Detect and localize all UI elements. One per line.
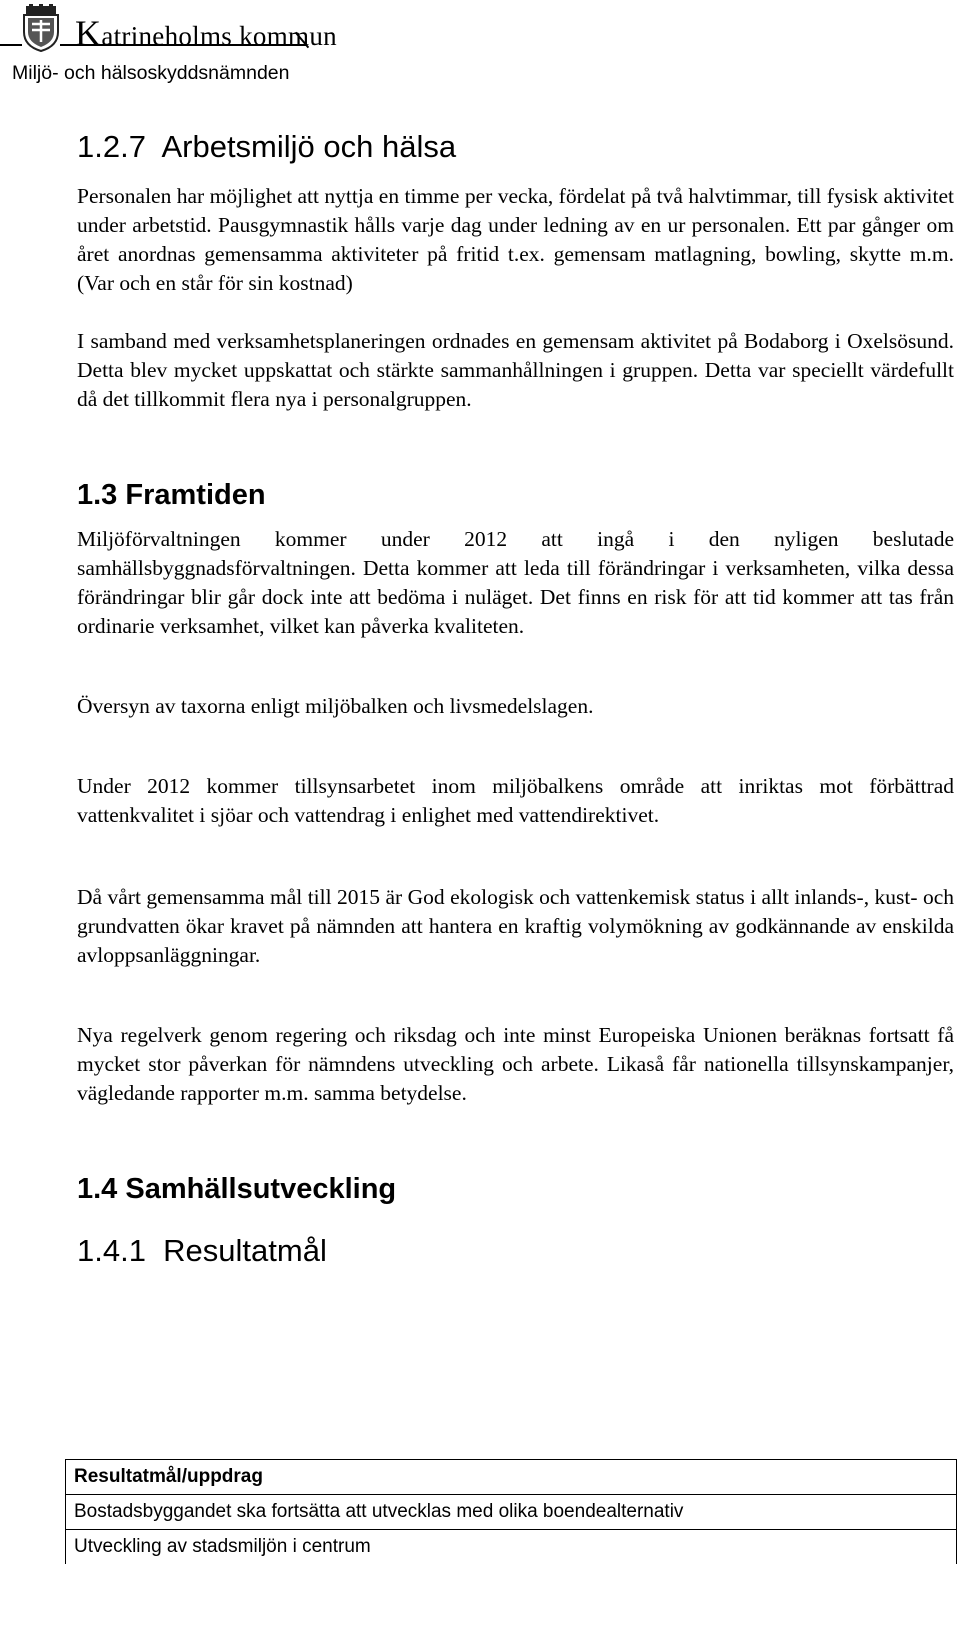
table-row: Bostadsbyggandet ska fortsätta att utvecklas med olika boendealternativ — [66, 1495, 956, 1530]
paragraph: Miljöförvaltningen kommer under 2012 att ingå i den nyligen beslutade samhällsbyggnadsförvaltningen. Detta kommer att leda till förändringar i verksamheten, vilka dessa förändringar blir går dock inte att bedöma i nuläget. Det finns en risk för att tid kommer att tas från ordinarie verksamhet, vilket kan påverka kvaliteten. — [77, 527, 954, 638]
paragraph: Översyn av taxorna enligt miljöbalken och livsmedelslagen. — [77, 694, 594, 718]
table-row: Utveckling av stadsmiljön i centrum — [74, 1536, 371, 1557]
paragraph: Då vårt gemensamma mål till 2015 är God ekologisk och vattenkemisk status i allt inlands-, kust- och grundvatten ökar kravet på nämnden att hantera en kraftig volymökning av godkännande av enskilda avloppsanläggningar. — [77, 885, 954, 967]
document-body — [77, 127, 954, 1271]
heading-samhallsutveckling: 1.4 Samhällsutveckling — [77, 1173, 397, 1205]
paragraph: Nya regelverk genom regering och riksdag och inte minst Europeiska Unionen beräknas fortsatt få mycket stor påverkan för nämndens utveckling och arbete. Likaså får nationella tillsynskampanjer, vägledande rapporter m.m. samma betydelse. — [77, 1023, 954, 1105]
resultatmal-table — [65, 1459, 957, 1564]
paragraph: Under 2012 kommer tillsynsarbetet inom miljöbalkens område att inriktas mot förbättrad vattenkvalitet i sjöar och vattendrag i enlighet med vattendirektivet. — [77, 774, 954, 827]
municipality-name: Katrineholms kommun — [75, 13, 337, 53]
page-header — [0, 0, 960, 95]
paragraph: Personalen har möjlighet att nyttja en timme per vecka, fördelat på två halvtimmar, till fysisk aktivitet under arbetstid. Pausgymnastik hålls varje dag under ledning av en ur personalen. Ett par gånger om året anordnas gemensamma aktiviteter på fritid t.ex. gemensam matlagning, bowling, skytte m.m. (Var och en står för sin kostnad) — [77, 184, 954, 295]
department-name: Miljö- och hälsoskyddsnämnden — [12, 62, 290, 84]
heading-resultatmal: 1.4.1 Resultatmål — [77, 1233, 327, 1268]
header-rule-left — [0, 44, 22, 46]
heading-framtiden: 1.3 Framtiden — [77, 479, 266, 511]
heading-arbetsmiljo: 1.2.7 Arbetsmiljö och hälsa — [77, 129, 457, 164]
municipal-crest-icon — [20, 4, 62, 52]
paragraph: I samband med verksamhetsplaneringen ordnades en gemensam aktivitet på Bodaborg i Oxelsösund. Detta blev mycket uppskattat och stärkte sammanhållningen i gruppen. Detta var speciellt värdefullt då det tillkommit flera nya i personalgruppen. — [77, 329, 954, 411]
table-header: Resultatmål/uppdrag — [66, 1460, 956, 1495]
